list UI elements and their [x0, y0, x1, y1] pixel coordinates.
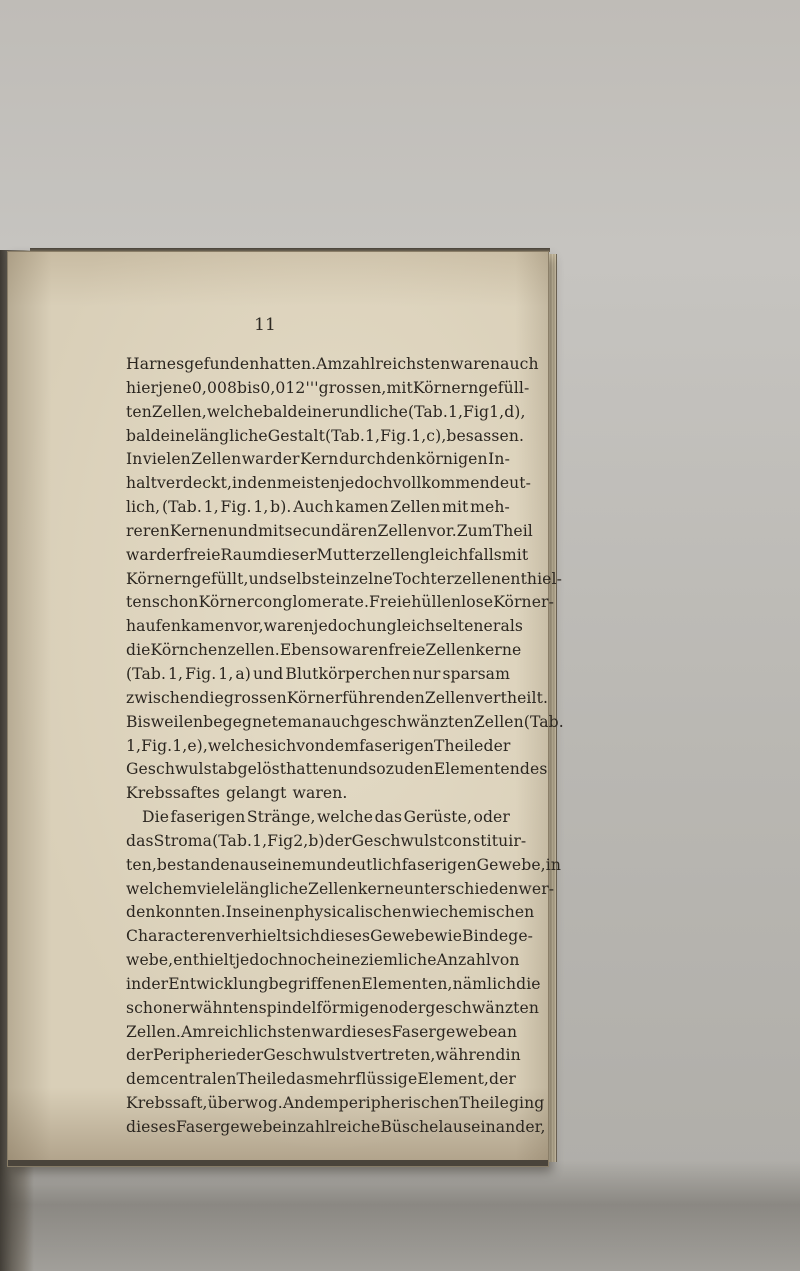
- text-line: Krebssaftes gelangt waren.: [126, 784, 348, 803]
- text-line: Krebssaft, überwog. An dem peripherischen Theile ging: [126, 1094, 545, 1113]
- text-line: Zellen. Am reichlichsten war dieses Fasergewebe an: [126, 1022, 518, 1041]
- text-line: ten schon Körnerconglomerate. Freie hüllenlose Körner-: [126, 593, 554, 612]
- text-line: halt verdeckt, in den meisten jedoch vollkommen deut-: [126, 474, 532, 493]
- text-line: ten, bestanden aus einem undeutlich faserigen Gewebe, in: [126, 855, 561, 874]
- text-line: haufen kamen vor, waren jedoch ungleich seltener als: [126, 617, 524, 636]
- text-line: 1, Fig. 1, e), welche sich von dem faserigen Theile der: [126, 736, 511, 755]
- text-line: die Körnchenzellen. Ebenso waren freie Zellenkerne: [126, 641, 522, 660]
- text-line: Die faserigen Stränge, welche das Gerüste, oder: [142, 808, 510, 827]
- text-line: bald eine längliche Gestalt (Tab. 1, Fig. 1, c), besassen.: [126, 426, 525, 445]
- text-line: Geschwulst abgelöst hatten und so zu den Elementen des: [126, 760, 548, 779]
- text-line: Körnern gefüllt, und selbst einzelne Tochterzellen enthiel-: [126, 569, 562, 588]
- text-line: dem centralen Theile das mehr flüssige Element, der: [126, 1070, 516, 1089]
- page-number: 11: [254, 315, 276, 335]
- text-line: lich, (Tab. 1, Fig. 1, b). Auch kamen Zellen mit meh-: [126, 498, 510, 517]
- text-line: das Stroma (Tab. 1, Fig 2, b) der Geschwulst constituir-: [126, 831, 527, 850]
- body-text: [126, 353, 564, 1140]
- text-line: Bisweilen begegnete man auch geschwänzten Zellen (Tab.: [126, 712, 564, 731]
- text-line: (Tab. 1, Fig. 1, a) und Blutkörperchen nur sparsam: [126, 664, 510, 683]
- text-line: In vielen Zellen war der Kern durch den körnigen In-: [126, 450, 510, 469]
- text-line: dieses Fasergewebe in zahlreiche Büschel auseinander,: [126, 1118, 546, 1136]
- text-line: den konnten. In seinen physicalischen wie chemischen: [126, 903, 535, 922]
- text-line: war der freie Raum dieser Mutterzellen gleichfalls mit: [126, 545, 529, 564]
- text-line: hier jene 0,008 bis 0,012''' grossen, mit Körnern gefüll-: [126, 378, 530, 397]
- text-line: schon erwähnten spindelförmigen oder geschwänzten: [126, 998, 540, 1017]
- text-line: zwischen die grossen Körner führenden Zellen vertheilt.: [126, 688, 549, 707]
- text-line: reren Kernen und mit secundären Zellen vor. Zum Theil: [126, 521, 533, 540]
- text-line: in der Entwicklung begriffenen Elementen, nämlich die: [126, 974, 541, 993]
- text-line: Harnes gefunden hatten. Am zahlreichsten waren auch: [126, 355, 539, 373]
- text-line: welchem viele längliche Zellenkerne unterschieden wer-: [126, 879, 555, 898]
- text-line: Characteren verhielt sich dieses Gewebe wie Bindege-: [126, 927, 534, 946]
- table-shadow: [0, 1160, 800, 1271]
- text-line: webe, enthielt jedoch noch eine ziemliche Anzahl von: [126, 951, 520, 970]
- text-line: ten Zellen, welche bald eine rundliche (Tab. 1, Fig 1, d),: [126, 402, 526, 421]
- text-line: der Peripherie der Geschwulst vertreten, während in: [126, 1046, 521, 1065]
